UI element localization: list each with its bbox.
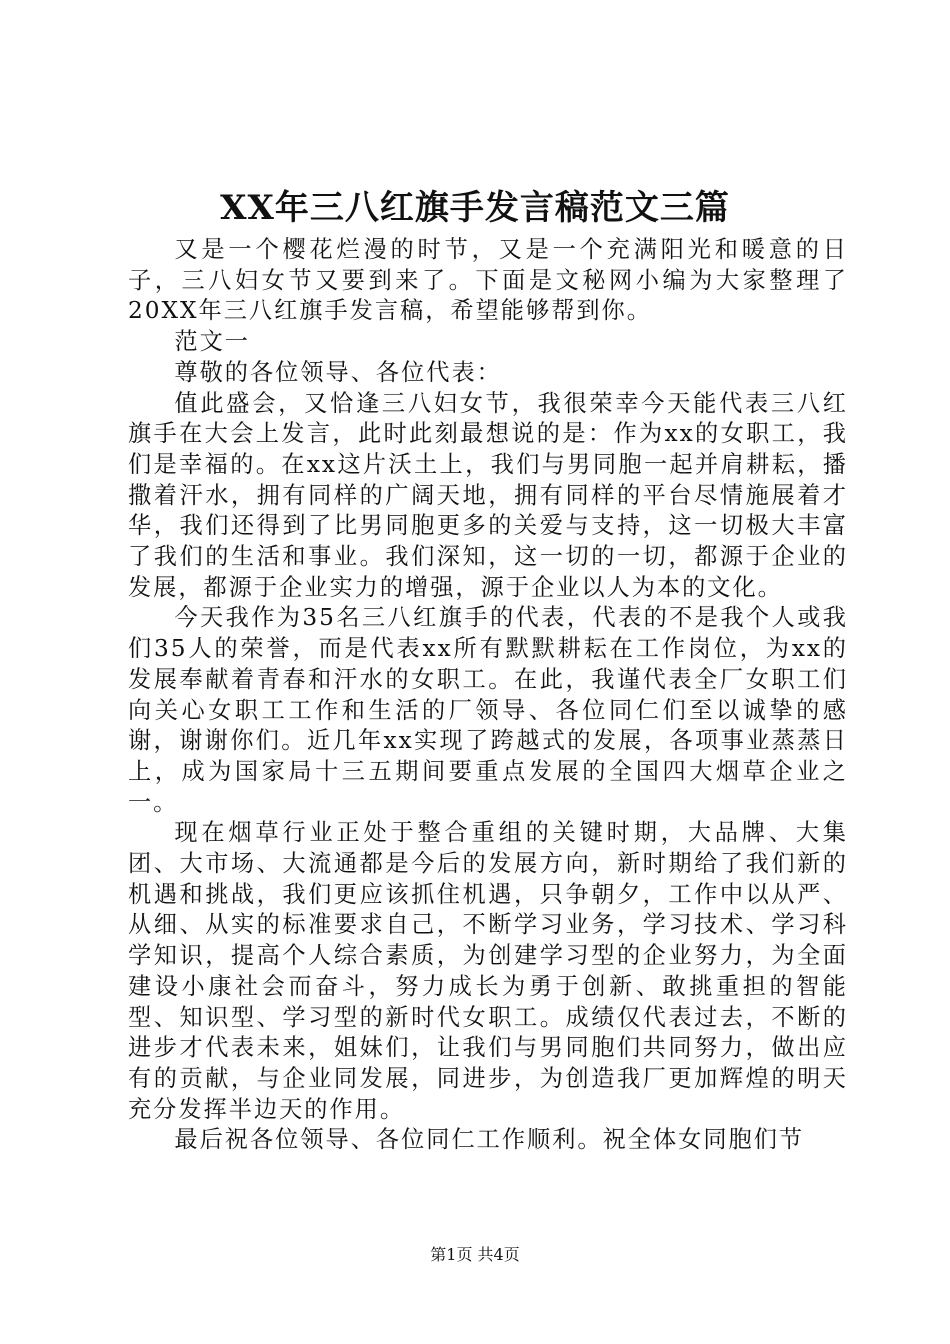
paragraph-section-heading: 范文一: [174, 328, 250, 356]
page-footer: 第1页 共4页: [430, 1245, 520, 1264]
paragraph-salutation: 尊敬的各位领导、各位代表：: [174, 358, 502, 386]
paragraph-body-1: 值此盛会，又恰逢三八妇女节，我很荣幸今天能代表三八红旗手在大会上发言，此时此刻最想说的是：作为xx的女职工，我们是幸福的。在xx这片沃土上，我们与男同胞一起并肩耕耘，播撒着汗水，拥有同样的广阔天地，拥有同样的平台尽情施展着才华，我们还得到了比男同胞更多的关爱与支持，这一切极大丰富了我们的生活和事业。我们深知，这一切的一切，都源于企业的发展，都源于企业实力的增强，源于企业以人为本的文化。: [128, 389, 848, 601]
document-body: [128, 235, 848, 1156]
paragraph-body-2: 今天我作为35名三八红旗手的代表，代表的不是我个人或我们35人的荣誉，而是代表xx所有默默耕耘在工作岗位，为xx的发展奉献着青春和汗水的女职工。在此，我谨代表全厂女职工们向关心女职工工作和生活的厂领导、各位同仁们至以诚挚的感谢，谢谢你们。近几年xx实现了跨越式的发展，各项事业蒸蒸日上，成为国家局十三五期间要重点发展的全国四大烟草企业之一。: [128, 604, 848, 816]
paragraph-closing: 最后祝各位领导、各位同仁工作顺利。祝全体女同胞们节: [174, 1126, 805, 1154]
paragraph-body-3: 现在烟草行业正处于整合重组的关键时期，大品牌、大集团、大市场、大流通都是今后的发展方向，新时期给了我们新的机遇和挑战，我们更应该抓住机遇，只争朝夕，工作中以从严、从细、从实的标准要求自己，不断学习业务，学习技术、学习科学知识，提高个人综合素质，为创建学习型的企业努力，为全面建设小康社会而奋斗，努力成长为勇于创新、敢挑重担的智能型、知识型、学习型的新时代女职工。成绩仅代表过去，不断的进步才代表未来，姐妹们，让我们与男同胞们共同努力，做出应有的贡献，与企业同发展，同进步，为创造我厂更加辉煌的明天充分发挥半边天的作用。: [128, 819, 848, 1123]
paragraph-intro: 又是一个樱花烂漫的时节，又是一个充满阳光和暖意的日子，三八妇女节又要到来了。下面是文秘网小编为大家整理了20XX年三八红旗手发言稿，希望能够帮到你。: [128, 236, 848, 325]
document-title: XX年三八红旗手发言稿范文三篇: [220, 188, 730, 228]
